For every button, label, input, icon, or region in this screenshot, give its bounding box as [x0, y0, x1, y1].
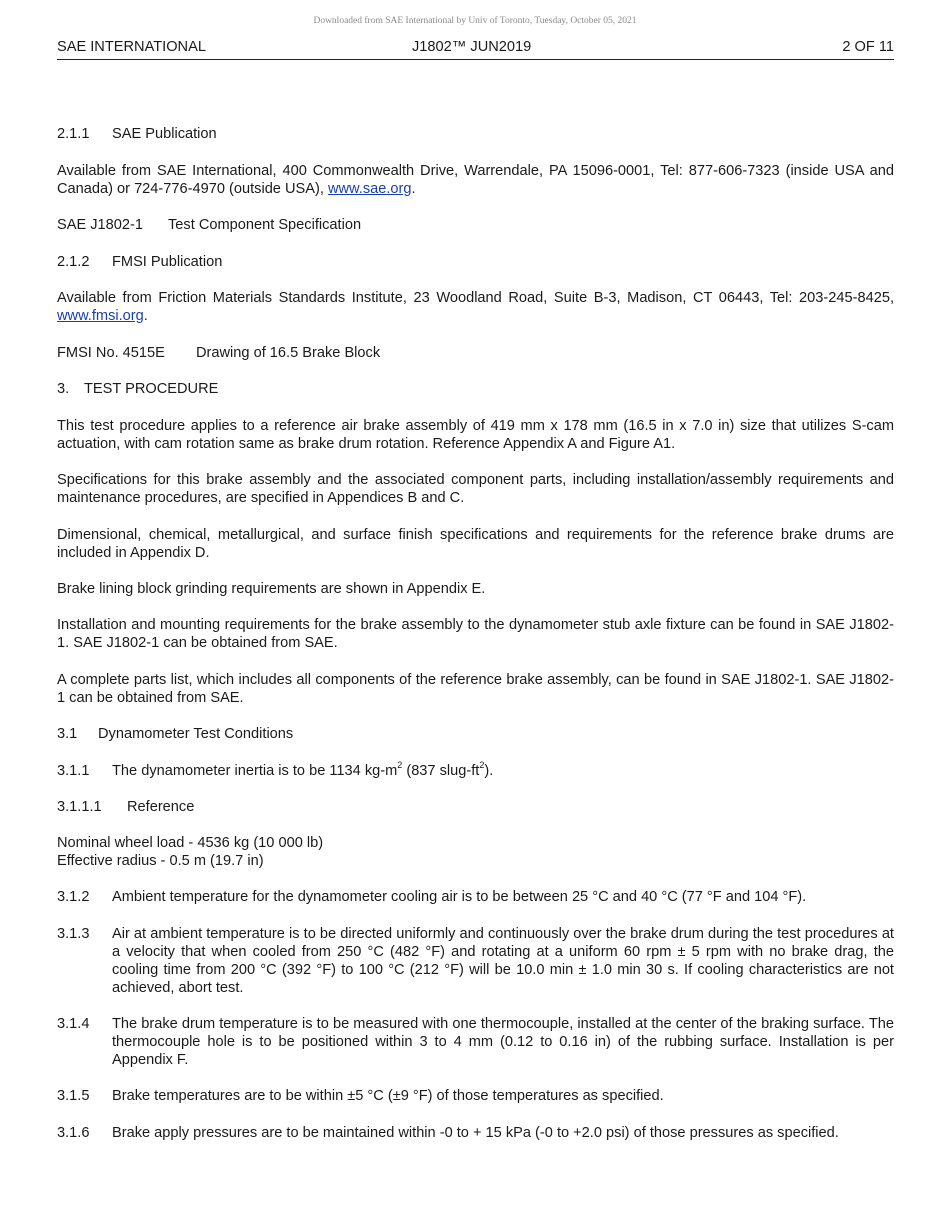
superscript: 2	[397, 760, 403, 771]
reference-id: FMSI No. 4515E	[57, 345, 165, 361]
section-number: 2.1.1	[57, 126, 90, 142]
sae-availability-text: Available from SAE International, 400 Commonwealth Drive, Warrendale, PA 15096-0001, Tel: 877-606-7323 (inside USA and Canada) or 724-776-4970 (outside USA),	[57, 163, 894, 197]
page-header	[57, 39, 894, 60]
section-text: Air at ambient temperature is to be directed uniformly and continuously over the brake drum during the test procedures at a velocity that when cooled from 250 °C (482 °F) and rotating at a uniform 60 rpm ± 5 rpm with no brake drag, the cooling time from 200 °C (392 °F) to 100 °C (212 °F) will be 10.0 min ± 1.0 min 30 s. If cooling characteristics are not achieved, abort test.	[112, 926, 894, 996]
fmsi-availability-paragraph	[57, 289, 894, 325]
inertia-text: The dynamometer inertia is to be 1134 kg-m	[112, 763, 398, 779]
reference-title: Drawing of 16.5 Brake Block	[196, 345, 381, 361]
reference-line: Nominal wheel load - 4536 kg (10 000 lb)	[57, 835, 324, 851]
section-title: TEST PROCEDURE	[84, 381, 219, 397]
section-number: 3.1.1.1	[57, 799, 102, 815]
reference-title: Test Component Specification	[168, 217, 362, 233]
download-watermark: Downloaded from SAE International by Univ of Toronto, Tuesday, October 05, 2021	[313, 16, 637, 26]
test-procedure-paragraph: This test procedure applies to a reference air brake assembly of 419 mm x 178 mm (16.5 in x 7.0 in) size that utilizes S-cam actuation, with cam rotation same as brake drum rotation. Reference Appendix A and Figure A1.	[57, 418, 894, 452]
sae-availability-paragraph	[57, 162, 894, 198]
section-title: SAE Publication	[112, 126, 217, 142]
superscript: 2	[479, 760, 485, 771]
test-procedure-paragraph: Dimensional, chemical, metallurgical, and surface finish specifications and requirements for the reference brake drums are included in Appendix D.	[57, 527, 894, 561]
reference-line: Effective radius - 0.5 m (19.7 in)	[57, 853, 264, 869]
fmsi-availability-text: Available from Friction Materials Standards Institute, 23 Woodland Road, Suite B-3, Madison, CT 06443, Tel: 203-245-8425,	[57, 290, 894, 306]
section-text: The brake drum temperature is to be measured with one thermocouple, installed at the center of the braking surface. The thermocouple hole is to be positioned within 3 to 4 mm (0.12 to 0.16 in) of the rubbing surface. Installation is per Appendix F.	[112, 1016, 894, 1068]
section-text: Brake temperatures are to be within ±5 °C (±9 °F) of those temperatures as specified.	[112, 1088, 664, 1104]
header-document-id: J1802™ JUN2019	[412, 39, 532, 55]
inertia-text: (837 slug-ft	[402, 763, 480, 779]
sae-website-link[interactable]: www.sae.org	[327, 181, 412, 197]
section-title: Reference	[127, 799, 195, 815]
section-number: 2.1.2	[57, 254, 90, 270]
fmsi-availability-end: .	[143, 308, 148, 324]
fmsi-website-link[interactable]: www.fmsi.org	[57, 308, 144, 324]
header-page-number: 2 OF 11	[842, 39, 894, 55]
section-number: 3.	[57, 381, 70, 397]
section-number: 3.1.2	[57, 889, 90, 905]
sae-availability-end: .	[411, 181, 416, 197]
test-procedure-paragraph: Installation and mounting requirements for the brake assembly to the dynamometer stub axle fixture can be found in SAE J1802-1. SAE J1802-1 can be obtained from SAE.	[57, 617, 894, 651]
section-number: 3.1.4	[57, 1016, 90, 1032]
inertia-text: ).	[484, 763, 494, 779]
section-number: 3.1.6	[57, 1125, 90, 1141]
test-procedure-paragraph: Brake lining block grinding requirements are shown in Appendix E.	[57, 581, 486, 597]
section-number: 3.1.5	[57, 1088, 90, 1104]
reference-id: SAE J1802-1	[57, 217, 143, 233]
test-procedure-paragraph: A complete parts list, which includes all components of the reference brake assembly, can be found in SAE J1802-1. SAE J1802-1 can be obtained from SAE.	[57, 672, 894, 706]
section-number: 3.1.1	[57, 763, 90, 779]
section-text	[112, 762, 894, 780]
header-organization: SAE INTERNATIONAL	[57, 39, 206, 55]
section-title: FMSI Publication	[112, 254, 223, 270]
test-procedure-paragraph: Specifications for this brake assembly and the associated component parts, including installation/assembly requirements and maintenance procedures, are specified in Appendices B and C.	[57, 472, 894, 506]
section-title: Dynamometer Test Conditions	[98, 726, 294, 742]
reference-values	[57, 834, 894, 870]
section-number: 3.1.3	[57, 926, 90, 942]
section-text: Ambient temperature for the dynamometer cooling air is to be between 25 °C and 40 °C (77 °F and 104 °F).	[112, 889, 807, 905]
section-text: Brake apply pressures are to be maintained within -0 to + 15 kPa (-0 to +2.0 psi) of those pressures as specified.	[112, 1125, 839, 1141]
section-number: 3.1	[57, 726, 78, 742]
